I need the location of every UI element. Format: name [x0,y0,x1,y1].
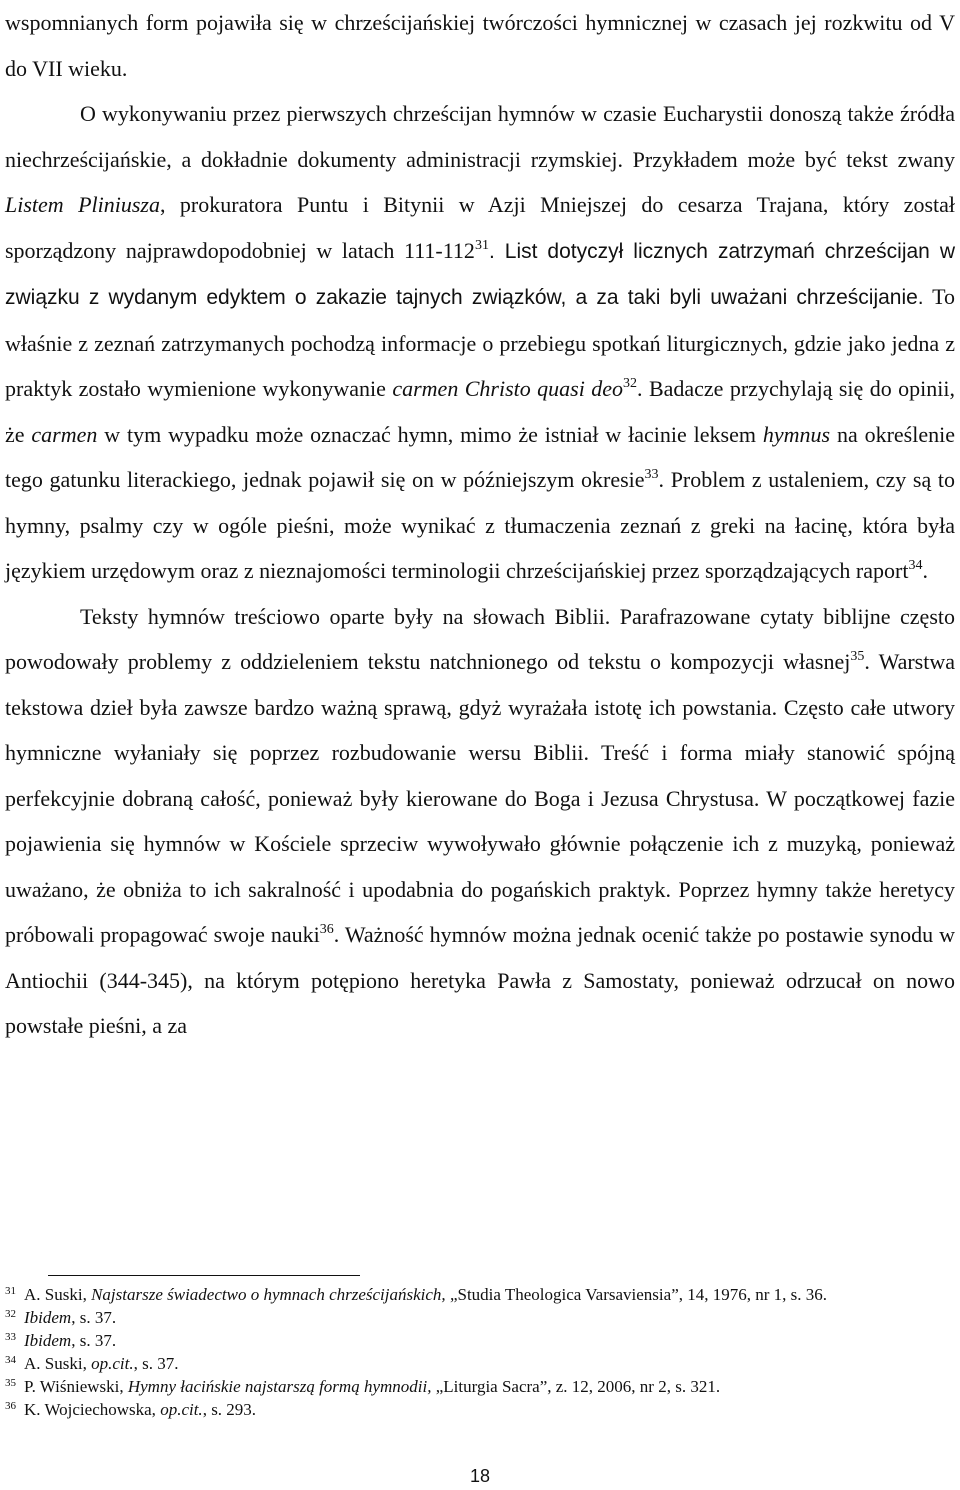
footnote-ref-36[interactable]: 36 [319,922,334,937]
footnote-author: K. Wojciechowska, [24,1400,161,1419]
footnote-item [5,1398,955,1421]
page-number: 18 [469,1466,491,1486]
footnote-detail: „Liturgia Sacra”, z. 12, 2006, nr 2, s. 321. [431,1377,721,1396]
footnote-ref-34[interactable]: 34 [908,558,923,573]
text-run: w tym wypadku może oznaczać hymn, mimo że istniał w łacinie leksem [97,421,763,447]
paragraph-3 [5,594,955,1049]
footnote-detail: , s. 37. [71,1331,117,1350]
footnote-ref-31[interactable]: 31 [474,237,489,253]
text-run: . [922,558,928,583]
footnote-number: 34 [5,1354,16,1366]
footnote-title: op.cit. [160,1400,203,1419]
text-run: . List dotyczył licznych zatrzymań chrześcijan w związku z wydanym edyktem o zakazie tajnych związków, a za taki byli uważani chrześcijanie. [5,239,955,309]
text-run: wspomnianych form pojawiła się w chrześcijańskiej twórczości hymnicznej w czasach jej rozkwitu od V do VII wieku. [5,10,955,81]
footnote-number: 32 [5,1308,16,1320]
body-text [5,0,955,1049]
footnote-ref-32[interactable]: 32 [623,376,638,391]
footnote-item [5,1329,955,1352]
italic-title: Listem Pliniusza [5,192,160,217]
footnotes [5,1283,955,1421]
text-run: . Ważność hymnów można jednak ocenić także po postawie synodu w Antiochii (344-345), na którym potępiono heretyka Pawła z Samostaty, ponieważ odrzucał on nowo powstałe pieśni, a za [5,922,955,1038]
text-run: . Warstwa tekstowa dzieł była zawsze bardzo ważną sprawą, gdyż wyrażała istotę ich powstania. Często całe utwory hymniczne wyłaniały się poprzez rozbudowanie wersu Biblii. Treść i forma miały stanowić spójną perfekcyjnie dobraną całość, ponieważ były kierowane do Boga i Jezusa Chrystusa. W początkowej fazie pojawienia się hymnów w Kościele sprzeciw wywoływało głównie połączenie ich z muzyką, ponieważ uważano, że obniża to ich sakralność i upodabnia do pogańskich praktyk. Poprzez hymny także heretycy próbowali propagować swoje nauki [5,649,955,947]
footnote-detail: „Studia Theologica Varsaviensia”, 14, 1976, nr 1, s. 36. [445,1285,828,1304]
footnote-number: 36 [5,1400,16,1412]
footnote-item [5,1375,955,1398]
text-run: To właśnie z zeznań zatrzymanych pochodzą informacje o przebiegu spotkań liturgicznych, gdzie jako jedna z praktyk zostało wymienione wykonywanie [5,284,955,401]
footnote-title: Najstarsze świadectwo o hymnach chrześcijańskich, [91,1285,446,1304]
italic-term: hymnus [762,421,831,447]
footnote-item [5,1306,955,1329]
paragraph-1 [5,0,955,91]
footnote-author: A. Suski, [24,1285,92,1304]
footnote-title: Ibidem [24,1331,72,1350]
text-run: . Badacze przychylają się do opinii, że [5,376,955,447]
italic-phrase: carmen Christo quasi deo [392,376,624,401]
paragraph-2 [5,91,955,594]
text-run: na określenie tego gatunku literackiego, jednak pojawił się on w późniejszym okresie [5,421,955,492]
text-run: Teksty hymnów treściowo oparte były na słowach Biblii. Parafrazowane cytaty biblijne często powodowały problemy z oddzieleniem tekstu natchnionego od tekstu o kompozycji własnej [5,603,955,674]
footnote-ref-35[interactable]: 35 [850,649,865,664]
footnote-detail: , s. 293. [202,1400,257,1419]
text-run: O wykonywaniu przez pierwszych chrześcijan hymnów w czasie Eucharystii donoszą także źródła niechrześcijańskie, a dokładnie dokumenty administracji rzymskiej. Przykładem może być tekst zwany [5,101,955,172]
text-run: , prokuratora Puntu i Bitynii w Azji Mniejszej do cesarza Trajana, który został sporządzony najprawdopodobniej w latach 111-112 [5,192,955,263]
footnote-title: Ibidem [24,1308,72,1327]
text-run: . Problem z ustaleniem, czy są to hymny, psalmy czy w ogóle pieśni, może wynikać z tłumaczenia zeznań z greki na łacinę, która była językiem urzędowym oraz z nieznajomości terminologii chrześcijańskiej przez sporządzających raport [5,467,955,583]
footnote-number: 35 [5,1377,16,1389]
italic-term: carmen [31,421,98,447]
footnote-ref-33[interactable]: 33 [644,467,659,482]
footnote-separator [48,1275,360,1276]
footnote-number: 31 [5,1285,16,1297]
footnote-author: P. Wiśniewski, [24,1377,128,1396]
footnote-item [5,1283,955,1306]
footnote-title: Hymny łacińskie najstarszą formą hymnodii, [127,1377,432,1396]
footnote-detail: , s. 37. [133,1354,179,1373]
footnote-number: 33 [5,1331,16,1343]
footnote-author: A. Suski, [24,1354,92,1373]
footnote-title: op.cit. [91,1354,134,1373]
footnote-item [5,1352,955,1375]
footnote-detail: , s. 37. [71,1308,117,1327]
